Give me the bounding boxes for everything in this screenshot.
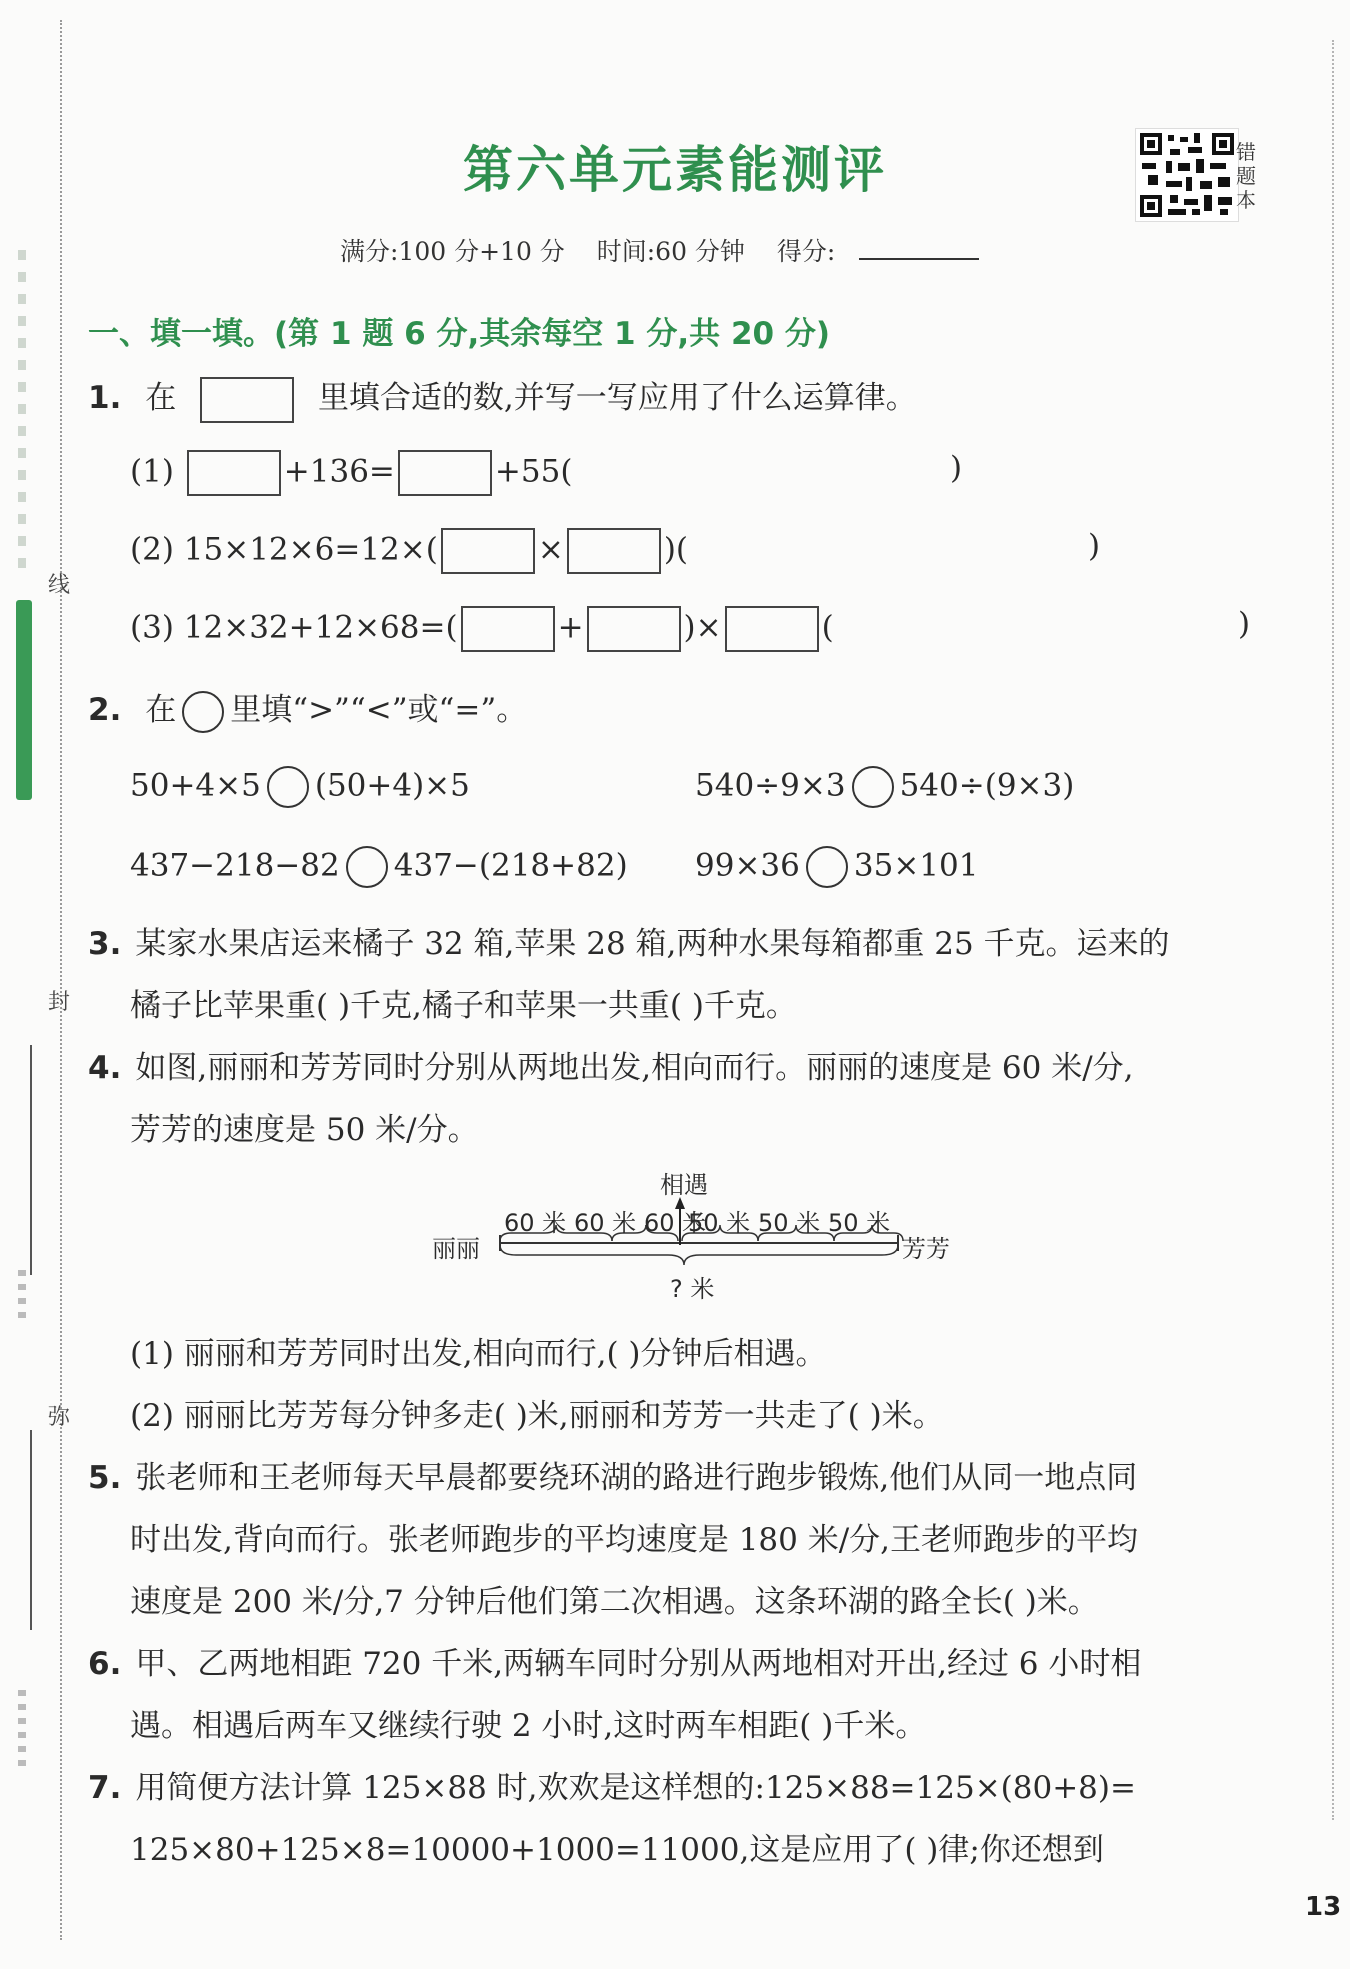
compare-circle[interactable] [852, 766, 894, 808]
segment-label: 60 米 [644, 1209, 707, 1237]
page-edge-line [1332, 40, 1334, 1820]
q1-part-a [130, 450, 572, 496]
margin-green-tab [16, 600, 32, 800]
q4-sub-1: (1) 丽丽和芳芳同时出发,相向而行,( )分钟后相遇。 [130, 1336, 827, 1372]
answer-box[interactable] [567, 528, 661, 574]
qr-pattern-icon [1140, 133, 1234, 217]
expr-text: × [537, 531, 564, 568]
time-limit: 时间:60 分钟 [596, 237, 745, 266]
compare-circle[interactable] [806, 846, 848, 888]
q4-sub-2: (2) 丽丽比芳芳每分钟多走( )米,丽丽和芳芳一共走了( )米。 [130, 1398, 944, 1434]
binding-label-name: 弥 [48, 1405, 71, 1430]
answer-box[interactable] [725, 606, 819, 652]
part-label: (1) [130, 453, 174, 490]
qr-code[interactable] [1135, 128, 1239, 222]
answer-box[interactable] [398, 450, 492, 496]
expr-text: +55( [494, 453, 573, 490]
margin-mark [18, 1690, 26, 1770]
exam-meta [340, 232, 1003, 268]
expr-left: 99×36 [695, 847, 800, 884]
q2-post: 里填“>”“<”或“=”。 [230, 692, 528, 728]
question-3 [88, 918, 1170, 963]
part-label: (2) [130, 531, 174, 568]
q1-part-c [130, 606, 834, 652]
question-5-line-3: 速度是 200 米/分,7 分钟后他们第二次相遇。这条环湖的路全长( )米。 [130, 1584, 1099, 1620]
question-5 [88, 1452, 1137, 1497]
question-number: 5. [88, 1460, 122, 1496]
page-title: 第六单元素能测评 [463, 141, 887, 199]
question-1 [88, 372, 917, 423]
question-number: 7. [88, 1770, 122, 1806]
question-4 [88, 1042, 1134, 1087]
q2-pre: 在 [145, 692, 177, 728]
q1-post: 里填合适的数,并写一写应用了什么运算律。 [317, 380, 917, 416]
binding-dotted-line [60, 20, 62, 1940]
full-score: 满分:100 分+10 分 [340, 237, 565, 266]
right-person-label: 芳芳 [902, 1235, 950, 1263]
expr-right: 540÷(9×3) [899, 767, 1075, 804]
answer-box[interactable] [200, 377, 294, 423]
paren-close: ) [950, 450, 963, 486]
margin-faint-text [18, 250, 26, 580]
question-6 [88, 1638, 1141, 1683]
compare-circle[interactable] [267, 766, 309, 808]
question-5-line-2: 时出发,背向而行。张老师跑步的平均速度是 180 米/分,王老师跑步的平均 [130, 1522, 1139, 1558]
question-2 [88, 684, 527, 733]
expr-text: +136= [283, 453, 395, 490]
question-number: 2. [88, 692, 122, 728]
q1-part-b [130, 528, 688, 574]
question-7-line-2: 125×80+125×8=10000+1000=11000,这是应用了( )律;你还想到 [130, 1832, 1104, 1868]
expr-text: + [557, 609, 584, 646]
expr-left: 437−218−82 [130, 847, 340, 884]
binding-label-seal: 封 [48, 990, 71, 1015]
score-blank[interactable] [859, 236, 979, 260]
expr-text: 12×32+12×68=( [183, 609, 458, 646]
question-7 [88, 1762, 1136, 1807]
segment-label: 50 米 [688, 1209, 751, 1237]
segment-label: 60 米 [504, 1209, 567, 1237]
compare-4 [695, 846, 978, 888]
answer-box[interactable] [441, 528, 535, 574]
binding-label-line: 线 [48, 573, 71, 598]
question-text: 如图,丽丽和芳芳同时分别从两地出发,相向而行。丽丽的速度是 60 米/分, [135, 1050, 1134, 1086]
question-number: 4. [88, 1050, 122, 1086]
score-label: 得分: [776, 237, 836, 266]
paren-close: ) [1088, 528, 1101, 564]
compare-1 [130, 766, 470, 808]
expr-text: 15×12×6=12×( [183, 531, 438, 568]
expr-right: (50+4)×5 [314, 767, 470, 804]
question-4-line-2: 芳芳的速度是 50 米/分。 [130, 1112, 479, 1148]
margin-name-line [30, 1045, 32, 1275]
expr-left: 50+4×5 [130, 767, 261, 804]
compare-3 [130, 846, 628, 888]
paren-close: ) [1238, 606, 1251, 642]
part-label: (3) [130, 609, 174, 646]
question-number: 3. [88, 926, 122, 962]
question-3-line-2: 橘子比苹果重( )千克,橘子和苹果一共重( )千克。 [130, 988, 797, 1024]
expr-text: ( [821, 609, 834, 646]
answer-box[interactable] [587, 606, 681, 652]
margin-mark [18, 1270, 26, 1320]
segment-label: 60 米 [574, 1209, 637, 1237]
meeting-diagram [420, 1165, 980, 1305]
expr-text: )( [663, 531, 689, 568]
question-text: 甲、乙两地相距 720 千米,两辆车同时分别从两地相对开出,经过 6 小时相 [135, 1646, 1142, 1682]
question-6-line-2: 遇。相遇后两车又继续行驶 2 小时,这时两车相距( )千米。 [130, 1708, 927, 1744]
answer-box[interactable] [187, 450, 281, 496]
question-number: 6. [88, 1646, 122, 1682]
compare-circle[interactable] [346, 846, 388, 888]
circle-blank [182, 691, 224, 733]
answer-box[interactable] [461, 606, 555, 652]
left-person-label: 丽丽 [432, 1235, 480, 1263]
meet-label: 相遇 [660, 1171, 708, 1199]
margin-class-line [30, 1430, 32, 1630]
expr-right: 437−(218+82) [393, 847, 628, 884]
expr-right: 35×101 [853, 847, 979, 884]
question-text: 某家水果店运来橘子 32 箱,苹果 28 箱,两种水果每箱都重 25 千克。运来的 [135, 926, 1170, 962]
question-number: 1. [88, 380, 122, 416]
expr-text: )× [683, 609, 722, 646]
page-number: 13 [1305, 1892, 1342, 1922]
segment-label: 50 米 [758, 1209, 821, 1237]
question-text: 用简便方法计算 125×88 时,欢欢是这样想的:125×88=125×(80+8)= [135, 1770, 1136, 1806]
total-label: ? 米 [670, 1275, 715, 1303]
q1-pre: 在 [145, 380, 177, 416]
compare-2 [695, 766, 1074, 808]
qr-label: 错题本 [1236, 140, 1256, 212]
segment-label: 50 米 [828, 1209, 891, 1237]
expr-left: 540÷9×3 [695, 767, 846, 804]
section-heading: 一、填一填。(第 1 题 6 分,其余每空 1 分,共 20 分) [88, 316, 831, 352]
question-text: 张老师和王老师每天早晨都要绕环湖的路进行跑步锻炼,他们从同一地点同 [135, 1460, 1138, 1496]
